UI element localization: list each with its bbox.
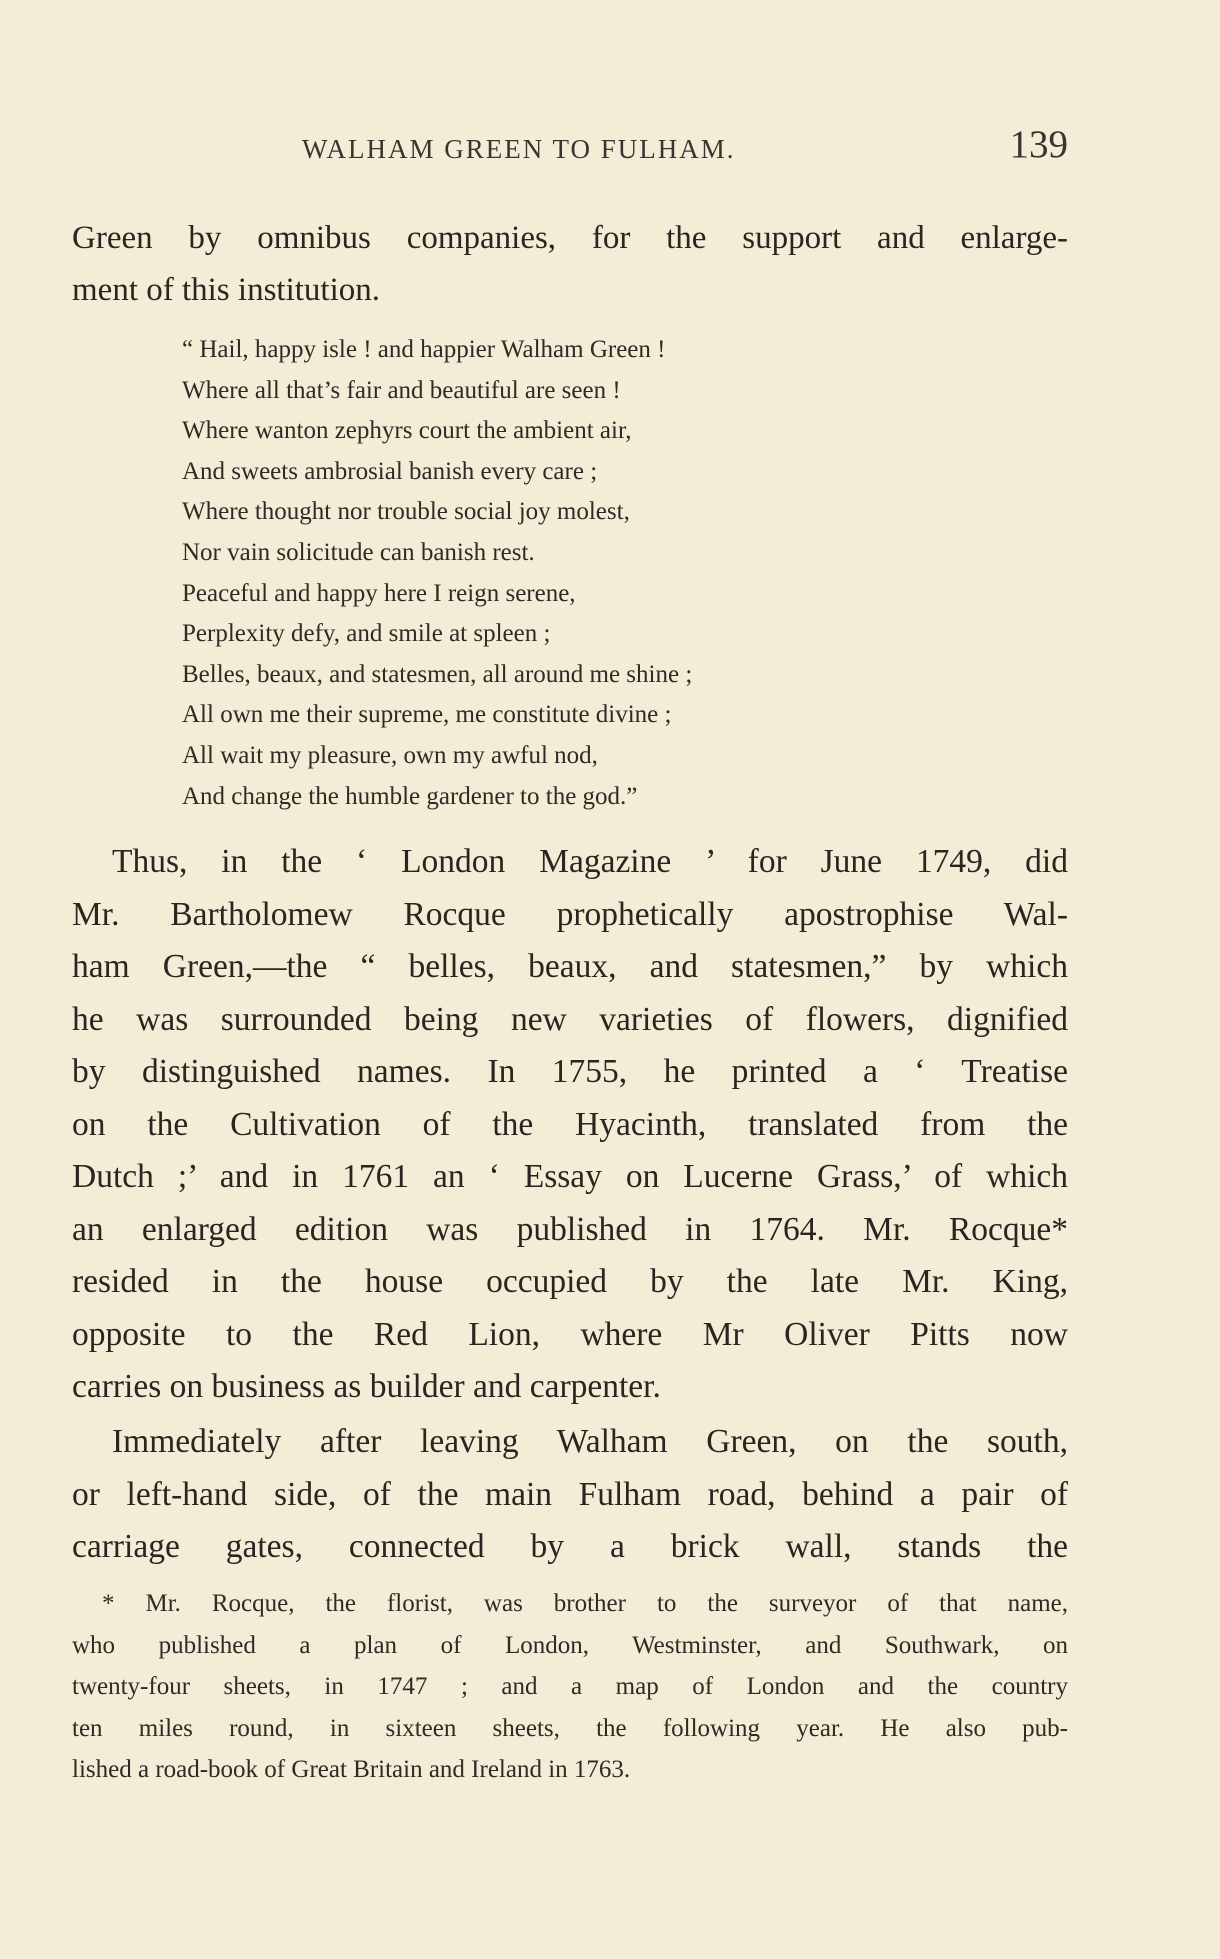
text-line: carries on business as builder and carpenter.: [72, 1368, 661, 1405]
text-line: Dutch ;’ and in 1761 an ‘ Essay on Lucerne Grass,’ of which: [72, 1158, 1068, 1195]
text-line: an enlarged edition was published in 1764. Mr. Rocque*: [72, 1210, 1068, 1248]
verse-line: “ Hail, happy isle ! and happier Walham Green !: [182, 336, 666, 363]
text-line: resided in the house occupied by the late Mr. King,: [72, 1263, 1068, 1300]
verse-line: And change the humble gardener to the god.”: [182, 782, 638, 810]
verse-line: Nor vain solicitude can banish rest.: [182, 538, 535, 566]
verse-line: Perplexity defy, and smile at spleen ;: [182, 620, 551, 648]
footnote-line: twenty-four sheets, in 1747 ; and a map of London and the country: [72, 1673, 1068, 1700]
verse-line: Where all that’s fair and beautiful are seen !: [182, 376, 621, 404]
lead-paragraph: [72, 212, 1068, 316]
text-line: Thus, in the ‘ London Magazine ’ for June 1749, did: [112, 843, 1068, 880]
verse-quotation: [182, 330, 1002, 817]
running-head: [72, 122, 1068, 172]
verse-line: Peaceful and happy here I reign serene,: [182, 579, 576, 607]
footnote-line: lished a road-book of Great Britain and Ireland in 1763.: [72, 1756, 631, 1783]
text-line: by distinguished names. In 1755, he printed a ‘ Treatise: [72, 1053, 1068, 1090]
text-line: on the Cultivation of the Hyacinth, translated from the: [72, 1105, 1068, 1143]
verse-line: All own me their supreme, me constitute divine ;: [182, 701, 672, 729]
text-line: or left-hand side, of the main Fulham road, behind a pair of: [72, 1475, 1068, 1513]
body-paragraph: [72, 836, 1068, 1414]
footnote: [72, 1583, 1068, 1791]
text-line: Green by omnibus companies, for the support and enlarge-: [72, 220, 1068, 256]
text-line: carriage gates, connected by a brick wall, stands the: [72, 1528, 1068, 1565]
body-paragraph: [72, 1416, 1068, 1574]
footnote-line: ten miles round, in sixteen sheets, the following year. He also pub-: [72, 1714, 1068, 1742]
footnote-line: * Mr. Rocque, the florist, was brother to the surveyor of that name,: [102, 1590, 1068, 1617]
verse-line: And sweets ambrosial banish every care ;: [182, 457, 598, 485]
verse-line: Where thought nor trouble social joy molest,: [182, 498, 630, 526]
text-line: Mr. Bartholomew Rocque prophetically apostrophise Wal-: [72, 895, 1068, 933]
text-line: ham Green,—the “ belles, beaux, and statesmen,” by which: [72, 948, 1068, 985]
text-line: Immediately after leaving Walham Green, on the south,: [112, 1423, 1068, 1460]
verse-line: Belles, beaux, and statesmen, all around me shine ;: [182, 660, 693, 688]
footnote-line: who published a plan of London, Westminster, and Southwark, on: [72, 1631, 1068, 1659]
verse-line: All wait my pleasure, own my awful nod,: [182, 741, 598, 769]
text-line: he was surrounded being new varieties of flowers, dignified: [72, 1000, 1068, 1038]
text-line: opposite to the Red Lion, where Mr Oliver Pitts now: [72, 1315, 1068, 1353]
page-number: 139: [1009, 123, 1068, 166]
text-line: ment of this institution.: [72, 272, 381, 308]
running-title: WALHAM GREEN TO FULHAM.: [302, 134, 736, 164]
verse-line: Where wanton zephyrs court the ambient air,: [182, 417, 632, 445]
book-page: [72, 0, 1072, 1959]
